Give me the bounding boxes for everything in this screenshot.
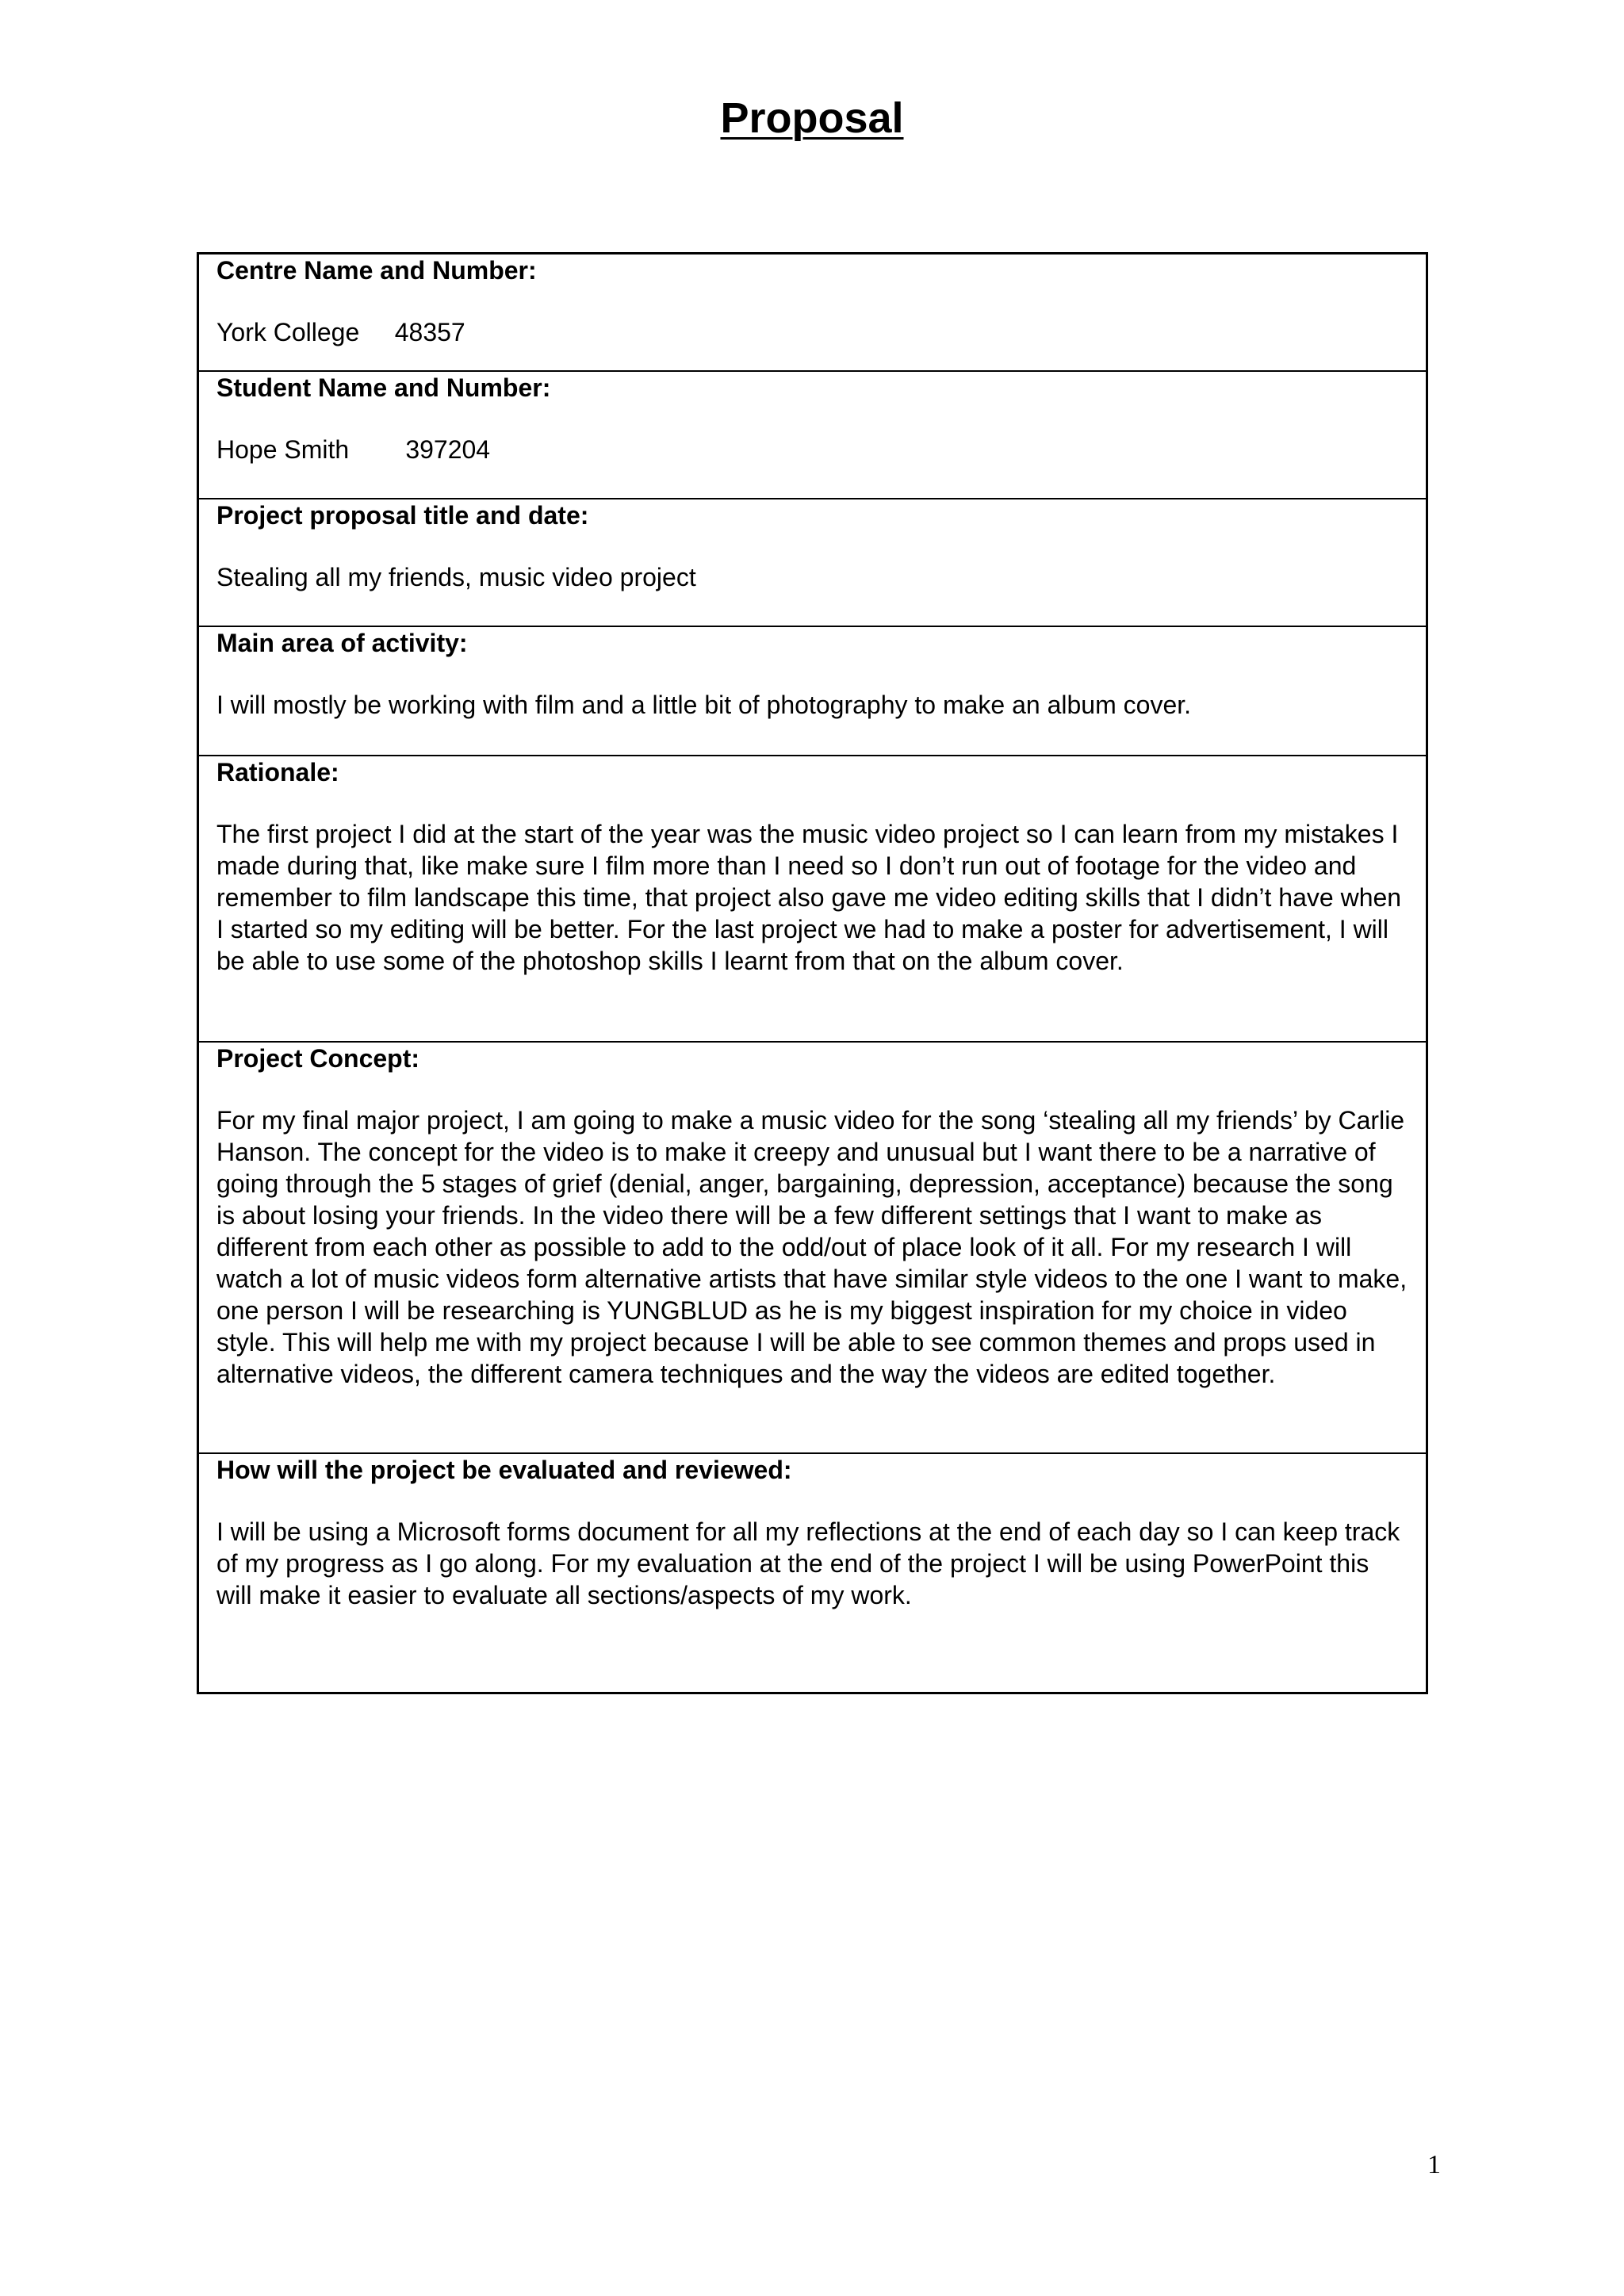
centre-label: Centre Name and Number: xyxy=(216,256,537,285)
evaluation-text: I will be using a Microsoft forms document for all my reflections at the end of each day so I can keep track of my progress as I go along. For my evaluation at the end of the project I will be using PowerPoint this will make it easier to evaluate all sections/aspects of my work. xyxy=(216,1517,1408,1609)
concept-section xyxy=(199,1043,1426,1454)
evaluation-label: How will the project be evaluated and reviewed: xyxy=(216,1456,792,1484)
title-label: Project proposal title and date: xyxy=(216,501,589,530)
concept-label: Project Concept: xyxy=(216,1044,420,1073)
page-title: Proposal xyxy=(720,94,904,142)
activity-label: Main area of activity: xyxy=(216,629,468,657)
rationale-section xyxy=(199,756,1426,1043)
evaluation-section xyxy=(199,1454,1426,1692)
student-section xyxy=(199,372,1426,499)
activity-value: I will mostly be working with film and a little bit of photography to make an album cover. xyxy=(216,691,1192,719)
title-section xyxy=(199,499,1426,627)
page-number: 1 xyxy=(1427,2150,1441,2179)
rationale-label: Rationale: xyxy=(216,758,339,786)
activity-section xyxy=(199,627,1426,756)
centre-section xyxy=(199,254,1426,372)
title-value: Stealing all my friends, music video project xyxy=(216,563,696,591)
rationale-text: The first project I did at the start of the year was the music video project so I can learn from my mistakes I made during that, like make sure I film more than I need so I don’t run out of footage for the video and remember to film landscape this time, that project also gave me video editing skills that I didn’t have when I started so my editing will be better. For the last project we had to make a poster for advertisement, I will be able to use some of the photoshop skills I learnt from that on the album cover. xyxy=(216,820,1408,975)
concept-text: For my final major project, I am going to make a music video for the song ‘stealing all my friends’ by Carlie Hanson. The concept for the video is to make it creepy and unusual but I want there to be a narrative of going through the 5 stages of grief (denial, anger, bargaining, depression, acceptance) because the song is about losing your friends. In the video there will be a few different settings that I want to make as different from each other as possible to add to the odd/out of place look of it all. For my research I will watch a lot of music videos form alternative artists that have similar style videos to the one I want to make, one person I will be researching is YUNGBLUD as he is my biggest inspiration for my choice in video style. This will help me with my project because I will be able to see common themes and props used in alternative videos, the different camera techniques and the way the videos are edited together. xyxy=(216,1106,1414,1388)
student-label: Student Name and Number: xyxy=(216,373,551,402)
proposal-form-table xyxy=(197,252,1428,1694)
student-value: Hope Smith 397204 xyxy=(216,435,491,464)
centre-value: York College 48357 xyxy=(216,318,465,346)
